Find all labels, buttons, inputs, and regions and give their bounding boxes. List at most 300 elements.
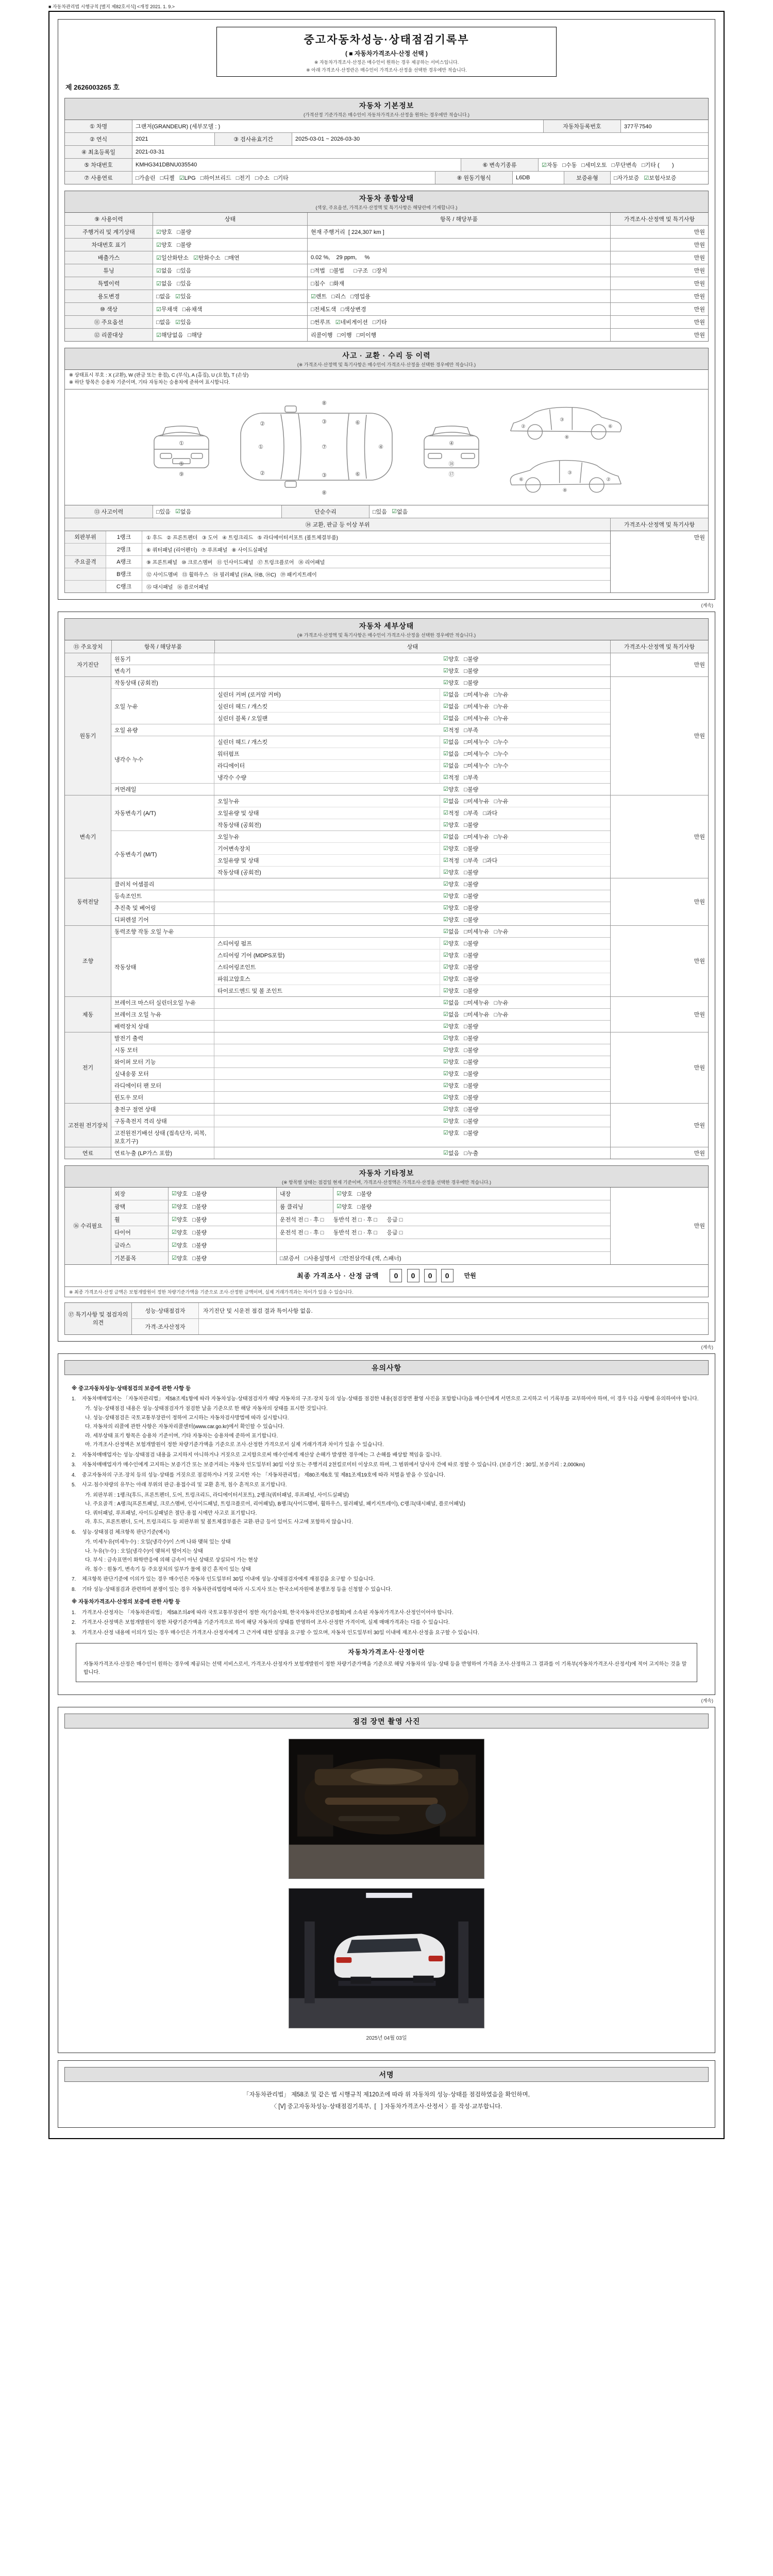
- detail-sub-row: [214, 831, 610, 842]
- svg-text:⑧: ⑧: [322, 400, 327, 406]
- detail-sub-name: [214, 1104, 440, 1115]
- panel-items-cell: ⑮ 대시패널 ⑯ 플로어패널: [146, 584, 209, 590]
- detail-sub-name: [214, 1044, 440, 1056]
- exchange-price-header: 가격조사·산정액 및 특기사항: [610, 518, 708, 531]
- inspection-photos: [64, 1728, 709, 2032]
- overall-condition-note: (색상, 주요옵션, 가격조사·산정액 및 특기사항은 해당란에 기재합니다.): [315, 205, 458, 210]
- detail-sub-row: [214, 1044, 610, 1056]
- basic-info-note: (가격산정 기준가격은 매수인이 자동차가격조사·산정을 원하는 경우에만 적습니다.): [303, 112, 470, 117]
- signature-line-2: 〈 [V] 중고자동차성능·상태점검기록부, [ ] 자동차가격조사·산정서 〉를 작성·교부합니다.: [271, 2104, 502, 2110]
- registration-number-label: 자동차등록번호: [543, 120, 620, 132]
- detail-part-name: 연료누출 (LP가스 포함): [111, 1147, 214, 1159]
- misc-item-b-status: ☑ 양호 □불량: [333, 1188, 610, 1200]
- detail-sub-row: [214, 997, 610, 1008]
- detail-part-row: [111, 1079, 610, 1091]
- car-diagram-top-view: [231, 398, 401, 496]
- notice-item: [72, 1575, 701, 1584]
- detail-group: [65, 878, 708, 925]
- detail-sub-status: ☑ 없음 □미세누유 □누유: [443, 798, 509, 805]
- definition-title: 자동차가격조사·산정이란: [348, 1649, 425, 1656]
- detail-sub-row: [214, 1147, 610, 1159]
- detail-sub-rows: [214, 1127, 610, 1147]
- notice-item-number: 4.: [72, 1472, 76, 1478]
- detail-sub-row: [214, 1115, 610, 1127]
- detail-group-price: 만원: [610, 1104, 708, 1147]
- title-note-1: ※ 자동차가격조사·산정은 매수인이 원하는 경우 제공하는 서비스입니다.: [314, 60, 459, 65]
- detail-group: [65, 795, 708, 878]
- condition-price-cell: 만원: [610, 226, 708, 238]
- panel-items-cell: ⑫ 사이드멤버 ⑬ 휠하우스 ⑭ 필러패널 (⑭A, ⑭B, ⑭C) ⑲ 패키지트레이: [146, 572, 317, 578]
- panel-rank-row: [65, 543, 610, 555]
- engine-type-label: ⑧ 원동기형식: [435, 172, 512, 184]
- regulation-reference: ■ 자동차관리법 시행규칙 [별지 제82호서식] <개정 2021. 1. 9.>: [48, 4, 175, 9]
- detail-condition-band: [64, 618, 709, 640]
- panel-rank-row: [65, 568, 610, 580]
- detail-sub-name: [214, 902, 440, 913]
- overall-condition-title: 자동차 종합상태: [359, 194, 414, 202]
- underbody-photo: [289, 1739, 484, 1879]
- status-header: 상태: [153, 213, 307, 225]
- condition-status-cell: ☑ 양호 □불량: [153, 226, 307, 238]
- notice-sub-item: 다. 쿼터패널, 루프패널, 사이드실패널은 절단·용접 시에만 사고로 표기합니다.: [85, 1510, 257, 1516]
- detail-sub-status: ☑ 없음 □미세누수 □누수: [443, 762, 509, 769]
- panel-rank-price-cell: 만원: [610, 531, 708, 592]
- detail-sub-name: [214, 1056, 440, 1067]
- notice-sub-item: 마. 가격조사·산정액은 보험개발원이 정한 차량기준가액을 기준으로 조사·산정한 가격으로서 실제 거래가격과 차이가 있을 수 있습니다.: [85, 1442, 384, 1448]
- condition-price-cell: 만원: [610, 303, 708, 315]
- detail-part-row: [111, 831, 610, 878]
- detail-group-price: 만원: [610, 1147, 708, 1159]
- detail-sub-row: [214, 1080, 610, 1091]
- detail-sub-status: ☑ 적정 □부족 □과다: [443, 857, 498, 864]
- detail-group-name: 전기: [65, 1032, 111, 1103]
- detail-group-price: 만원: [610, 878, 708, 925]
- detail-sub-rows: [214, 689, 610, 724]
- misc-item-b-status: □보증서 □사용설명서 □안전삼각대 (잭, 스패너): [276, 1252, 610, 1264]
- detail-sub-name: 기어변속장치: [214, 843, 440, 854]
- detail-sub-rows: [214, 677, 610, 688]
- svg-text:⑥: ⑥: [355, 419, 360, 426]
- panel-rank-table: [64, 531, 709, 593]
- notice-item-number: 6.: [72, 1529, 76, 1535]
- detail-sub-name: 스티어링조인트: [214, 961, 440, 973]
- detail-status-header: 상태: [214, 640, 610, 653]
- condition-status-cell: □없음 ☑ 있음: [153, 290, 307, 302]
- car-name-value: 그랜저(GRANDEUR) (세부모델 : ): [132, 120, 543, 132]
- detail-sub-rows: [214, 1032, 610, 1044]
- detail-part-name: 수동변속기 (M/T): [111, 831, 214, 878]
- title-note-2: ※ 아래 가격조사·산정란은 매수인이 가격조사·산정을 선택한 경우에만 적습니다.: [306, 67, 467, 73]
- condition-price-cell: 만원: [610, 239, 708, 251]
- notice-item-text: 가격조사·산정액은 보험개발원이 정한 차량기준가액을 기준가격으로 하여 해당 자동차의 상태를 반영하여 조사·산정한 가격이며, 실제 매매가격과는 다를 수 있습니다.: [82, 1620, 450, 1626]
- svg-text:①: ①: [179, 440, 184, 447]
- panel-rank-row: [65, 531, 610, 543]
- svg-text:③: ③: [322, 418, 327, 425]
- detail-sub-row: [214, 784, 610, 795]
- svg-text:④: ④: [449, 440, 454, 447]
- detail-part-row: [111, 878, 610, 890]
- detail-condition-title: 자동차 세부상태: [359, 621, 414, 630]
- inspection-period-label: ③ 검사유효기간: [214, 133, 292, 145]
- accident-legend-line2: ※ 하단 항목은 승용차 기준이며, 기타 자동차는 승용차에 준하여 표시합니다.: [69, 380, 230, 386]
- detail-sub-status: ☑ 없음 □미세누수 □누수: [443, 751, 509, 757]
- detail-sub-row: [214, 961, 610, 973]
- detail-part-name: 구동축전지 격리 상태: [111, 1115, 214, 1127]
- detail-group: [65, 1032, 708, 1103]
- detail-part-row: [111, 937, 610, 996]
- detail-sub-name: [214, 890, 440, 902]
- notice-item-text: 사고·침수차량의 유무는 아래 부위의 판금·용접수리 및 교환 흔적, 침수 흔적으로 표기합니다.: [82, 1482, 287, 1488]
- condition-extra-cell: □썬루프 ☑ 네비게이션 □기타: [307, 316, 610, 328]
- svg-text:②: ②: [260, 470, 265, 477]
- panel-items-cell: ① 후드 ② 프론트펜더 ③ 도어 ④ 트렁크리드 ⑤ 라디에이터서포트 (볼트체결부품): [146, 535, 338, 541]
- detail-sub-row: [214, 653, 610, 665]
- panel-rank-cell: 1랭크: [106, 531, 142, 543]
- detail-sub-rows: [214, 938, 610, 996]
- opinion-row: [132, 1303, 708, 1318]
- notice-item-number: 2.: [72, 1620, 76, 1626]
- fuel-value: □가솔린 □디젤 ☑ LPG □하이브리드 □전기 □수소 □기타: [132, 172, 435, 184]
- misc-row: [111, 1239, 610, 1251]
- misc-row: [111, 1188, 610, 1200]
- misc-item-a-label: 광택: [111, 1200, 168, 1213]
- panel-group-cell: [65, 581, 106, 592]
- detail-group-body: [111, 878, 610, 925]
- detail-group: [65, 1147, 708, 1159]
- detail-sub-name: [214, 997, 440, 1008]
- notice-sub-item: 라. 침수 : 원동기, 변속기 등 주요장치의 일부가 물에 잠긴 흔적이 있는 상태: [85, 1566, 251, 1572]
- opinion-author-label: 가격·조사산정자: [132, 1319, 199, 1334]
- detail-sub-status: ☑ 양호 □불량: [443, 952, 479, 959]
- condition-price-cell: 만원: [610, 264, 708, 277]
- notice-sub-item: 라. 후드, 프론트펜더, 도어, 트렁크리드 등 외판부위 및 볼트체결부품은 교환·판금 등이 있어도 사고에 포함하지 않습니다.: [85, 1519, 353, 1526]
- detail-group-name: 동력전달: [65, 878, 111, 925]
- detail-part-name: 윈도우 모터: [111, 1092, 214, 1103]
- notice-item-number: 3.: [72, 1462, 76, 1468]
- detail-sub-name: 오일누유: [214, 831, 440, 842]
- panel-group-cell: [65, 544, 106, 555]
- misc-row: [111, 1251, 610, 1264]
- condition-price-cell: 만원: [610, 251, 708, 264]
- overall-condition-row: [65, 290, 708, 302]
- detail-part-name: 와이퍼 모터 기능: [111, 1056, 214, 1067]
- detail-group: [65, 925, 708, 996]
- notice-item-text: 중고자동차의 구조·장치 등의 성능·상태를 거짓으로 점검하거나 거짓 고지한 자는 「자동차관리법」 제80조제6호 및 제81조제19호에 따라 처벌을 받을 수 있습니다.: [82, 1472, 445, 1478]
- misc-item-b-status: 운전석 전 □ · 후 □ 동반석 전 □ · 후 □ 응급 □: [276, 1226, 610, 1239]
- condition-price-cell: 만원: [610, 277, 708, 290]
- detail-sub-status: ☑ 양호 □불량: [443, 1035, 479, 1042]
- detail-sub-row: [214, 985, 610, 996]
- detail-sub-name: 라디에이터: [214, 760, 440, 771]
- svg-text:⑥: ⑥: [355, 471, 360, 478]
- detail-sub-row: [214, 807, 610, 819]
- photos-title: 점검 장면 촬영 사진: [352, 1717, 421, 1726]
- usage-history-header: ⑨ 사용이력: [65, 213, 153, 225]
- detail-sub-row: [214, 1127, 610, 1139]
- detail-part-row: [111, 913, 610, 925]
- detail-sub-name: [214, 1127, 440, 1139]
- document-frame: [48, 11, 725, 2139]
- detail-sub-status: ☑ 없음 □누출: [443, 1150, 479, 1157]
- misc-item-b-status: [276, 1239, 610, 1251]
- notices-subtitle-1: ※ 중고자동차성능·상태점검의 보증에 관한 사항 등: [72, 1385, 191, 1392]
- detail-sub-rows: [214, 1147, 610, 1159]
- detail-sub-name: [214, 1080, 440, 1091]
- opinion-text: [199, 1319, 708, 1334]
- detail-sub-rows: [214, 914, 610, 925]
- svg-text:④: ④: [378, 444, 383, 450]
- detail-sub-rows: [214, 1009, 610, 1020]
- car-diagram-left-side-view: [501, 396, 630, 445]
- detail-sub-rows: [214, 1056, 610, 1067]
- detail-part-name: 추진축 및 베어링: [111, 902, 214, 913]
- detail-part-row: [111, 783, 610, 795]
- signature-band: [64, 2067, 709, 2082]
- condition-item-label: 주행거리 및 계기상태: [65, 226, 153, 238]
- detail-sub-name: 파워고압호스: [214, 973, 440, 985]
- price-appraisal-definition-box: [76, 1643, 697, 1682]
- condition-item-label: ⑪ 주요옵션: [65, 316, 153, 328]
- condition-status-cell: □없음 ☑ 있음: [153, 316, 307, 328]
- notice-item-text: 가격조사·산정 내용에 이의가 있는 경우 매수인은 가격조사·산정자에게 그 근거에 대한 설명을 요구할 수 있으며, 자동차 인도일부터 30일 이내에 재조사·산정을 요구할 수 있습니다.: [82, 1630, 479, 1636]
- overall-condition-row: [65, 264, 708, 277]
- detail-sub-name: [214, 878, 440, 890]
- price-header: 가격조사·산정액 및 특기사항: [610, 213, 708, 225]
- notice-item: [72, 1619, 701, 1627]
- accident-history-table: [64, 505, 709, 531]
- detail-sub-status: ☑ 적정 □부족 □과다: [443, 810, 498, 817]
- misc-item-b-label: 룸 클리닝: [276, 1200, 333, 1213]
- detail-part-row: [111, 926, 610, 937]
- condition-extra-cell: 0.02 %, 29 ppm, %: [307, 251, 610, 264]
- notice-sub-item: 가. 성능·상태점검 내용은 성능·상태점검자가 점검한 날을 기준으로 한 해당 자동차의 상태를 표시한 것입니다.: [85, 1406, 328, 1412]
- detail-part-row: [111, 736, 610, 783]
- panel-group-cell: 주요골격: [65, 556, 106, 568]
- svg-text:③: ③: [567, 469, 572, 476]
- exchange-panel-header: ⑭ 교환, 판금 등 이상 부위: [65, 518, 610, 531]
- detail-sub-name: [214, 1147, 440, 1159]
- detail-sub-name: 오일유량 및 상태: [214, 855, 440, 866]
- detail-group-name: 변속기: [65, 795, 111, 878]
- misc-item-a-label: 타이어: [111, 1226, 168, 1239]
- detail-sub-status: ☑ 양호 □불량: [443, 905, 479, 911]
- detail-group-name: 연료: [65, 1147, 111, 1159]
- detail-sub-status: ☑ 없음 □미세누수 □누수: [443, 739, 509, 745]
- svg-text:⑤: ⑤: [179, 461, 184, 467]
- detail-sub-status: ☑ 양호 □불량: [443, 1106, 479, 1113]
- panel-rank-cell: C랭크: [106, 581, 142, 592]
- svg-text:②: ②: [606, 477, 611, 483]
- detail-sub-name: [214, 665, 440, 676]
- detail-sub-status: ☑ 양호 □불량: [443, 988, 479, 994]
- detail-sub-name: [214, 1021, 440, 1032]
- detail-sub-status: ☑ 없음 □미세누유 □누유: [443, 703, 509, 710]
- final-price-label: 최종 가격조사 · 산정 금액: [297, 1272, 379, 1280]
- detail-sub-row: [214, 902, 610, 913]
- car-name-label: ① 차명: [65, 120, 132, 132]
- misc-item-a-status: ☑ 양호 □불량: [168, 1239, 276, 1251]
- detail-sub-row: [214, 842, 610, 854]
- accident-history-label: ⑬ 사고이력: [65, 505, 153, 518]
- detail-sub-name: [214, 724, 440, 736]
- detail-sub-name: [214, 1115, 440, 1127]
- model-year-value: 2021: [132, 133, 214, 145]
- accident-history-title: 사고 · 교환 · 수리 등 이력: [342, 351, 431, 360]
- accident-legend-line1: ※ 상태표시 부호 : X (교환), W (판금 또는 용접), C (부식), A (흠집), U (요철), T (손상): [69, 372, 249, 378]
- accident-history-note: (※ 가격조사·산정액 및 특기사항은 매수인이 가격조사·산정을 선택한 경우에만 적습니다.): [297, 362, 476, 367]
- detail-sub-row: [214, 1021, 610, 1032]
- vin-value: KMHG341DBNU035540: [132, 159, 461, 171]
- panel-group-cell: [65, 568, 106, 580]
- detail-sub-name: [214, 1092, 440, 1103]
- detail-group-body: [111, 926, 610, 996]
- overall-condition-row: [65, 302, 708, 315]
- opinion-author-label: 성능·상태점검자: [132, 1303, 199, 1318]
- detail-sub-row: [214, 1092, 610, 1103]
- transmission-value: ☑ 자동 □수동 □세미오토 □무단변속 □기타 ( ): [538, 159, 708, 171]
- detail-part-name: 동력조향 작동 오일 누유: [111, 926, 214, 937]
- detail-sub-row: [214, 854, 610, 866]
- inspector-opinion-table: [64, 1302, 709, 1335]
- misc-info-band: [64, 1165, 709, 1188]
- detail-sub-rows: [214, 1068, 610, 1079]
- part-header: 항목 / 해당부품: [111, 640, 214, 653]
- detail-sub-status: ☑ 양호 □불량: [443, 1118, 479, 1125]
- condition-extra-cell: □적법 □불법 □구조 □장치: [307, 264, 610, 277]
- misc-item-a-status: ☑ 양호 □불량: [168, 1188, 276, 1200]
- detail-group-body: [111, 997, 610, 1032]
- simple-repair-value: □있음 ☑ 없음: [369, 505, 708, 518]
- detail-sub-rows: [214, 1104, 610, 1115]
- condition-status-cell: ☑ 없음 □있음: [153, 264, 307, 277]
- detail-part-name: 변속기: [111, 665, 214, 676]
- detail-sub-rows: [214, 890, 610, 902]
- detail-group-price: 만원: [610, 926, 708, 996]
- condition-extra-cell: □전체도색 □색상변경: [307, 303, 610, 315]
- notice-item: [72, 1461, 701, 1469]
- overall-condition-row: [65, 277, 708, 290]
- detail-sub-status: ☑ 양호 □불량: [443, 786, 479, 793]
- final-price-note: ※ 최종 가격조사·산정 금액은 보험개발원이 정한 차량기준가액을 기준으로 조사·산정한 금액이며, 실제 거래가격과는 차이가 있을 수 있습니다.: [64, 1287, 709, 1297]
- detail-sub-rows: [214, 653, 610, 665]
- accident-legend: [64, 370, 709, 389]
- basic-info-table: [64, 120, 709, 184]
- detail-sub-status: ☑ 양호 □불량: [443, 680, 479, 686]
- detail-sub-row: [214, 878, 610, 890]
- continue-note-3: (계속): [701, 1698, 713, 1704]
- notice-item-number: 5.: [72, 1482, 76, 1488]
- notice-item-text: 가격조사·산정자는 「자동차관리법」 제58조의4에 따라 국토교통부장관이 정한 자(기술사회, 한국자동차진단보증협회)에 소속된 자동차가격조사·산정인이어야 합니다.: [82, 1609, 453, 1616]
- condition-item-label: 튜닝: [65, 264, 153, 277]
- detail-sub-status: ☑ 양호 □불량: [443, 881, 479, 888]
- svg-text:⑱: ⑱: [448, 461, 455, 467]
- misc-price-cell: 만원: [610, 1188, 708, 1264]
- overall-condition-row: [65, 251, 708, 264]
- panel-items-cell: ⑥ 쿼터패널 (리어펜더) ⑦ 루프패널 ⑧ 사이드실패널: [146, 547, 268, 553]
- detail-sub-status: ☑ 적정 □부족: [443, 774, 479, 781]
- detail-part-row: [111, 1020, 610, 1032]
- detail-sub-status: ☑ 양호 □불량: [443, 964, 479, 971]
- detail-part-row: [111, 795, 610, 831]
- detail-sub-status: ☑ 양호 □불량: [443, 893, 479, 900]
- detail-group: [65, 996, 708, 1032]
- registration-number-value: 377무7540: [620, 120, 708, 132]
- detail-condition-table: [64, 640, 709, 1159]
- detail-part-row: [111, 1104, 610, 1115]
- detail-group-price: 만원: [610, 997, 708, 1032]
- misc-item-b-label: 내장: [276, 1188, 333, 1200]
- detail-part-name: 라디에이터 팬 모터: [111, 1080, 214, 1091]
- detail-part-row: [111, 1067, 610, 1079]
- detail-sub-name: 실린더 블록 / 오일팬: [214, 713, 440, 724]
- detail-part-row: [111, 677, 610, 688]
- detail-sub-row: [214, 1068, 610, 1079]
- detail-sub-status: ☑ 양호 □불량: [443, 822, 479, 828]
- detail-sub-status: ☑ 양호 □불량: [443, 1059, 479, 1065]
- detail-sub-name: 냉각수 수량: [214, 772, 440, 783]
- detail-sub-name: 스티어링 기어 (MDPS포함): [214, 950, 440, 961]
- detail-part-name: 커먼레일: [111, 784, 214, 795]
- section-box-main: [58, 19, 715, 600]
- notices-title: 유의사항: [371, 1363, 402, 1372]
- panel-rank-cell: B랭크: [106, 568, 142, 580]
- detail-part-name: 오일 유량: [111, 724, 214, 736]
- svg-text:⑰: ⑰: [448, 471, 455, 478]
- notice-item-number: 8.: [72, 1586, 76, 1592]
- detail-part-name: 작동상태 (공회전): [111, 677, 214, 688]
- detail-sub-name: [214, 784, 440, 795]
- detail-sub-rows: [214, 1021, 610, 1032]
- panel-group-cell: 외판부위: [65, 531, 106, 543]
- svg-text:⑧: ⑧: [562, 487, 567, 494]
- condition-extra-cell: 리콜이행 □이행 □미이행: [307, 329, 610, 341]
- detail-sub-status: ☑ 양호 □불량: [443, 1047, 479, 1054]
- detail-part-row: [111, 653, 610, 665]
- notice-item: [72, 1529, 701, 1537]
- misc-item-a-label: 휠: [111, 1213, 168, 1226]
- first-registration-value: 2021-03-31: [132, 146, 708, 158]
- detail-part-name: 브레이크 오일 누유: [111, 1009, 214, 1020]
- condition-item-label: ⑩ 색상: [65, 303, 153, 315]
- car-diagram-rear-view: [413, 413, 490, 480]
- condition-extra-cell: □침수 □화재: [307, 277, 610, 290]
- notice-sub-item: 나. 성능·상태점검은 국토교통부장관이 정하여 고시하는 자동차검사방법에 따라 실시합니다.: [85, 1415, 289, 1421]
- final-price-digits: [388, 1269, 455, 1282]
- detail-group: [65, 676, 708, 795]
- detail-group-body: [111, 1147, 610, 1159]
- detail-sub-status: ☑ 없음 □미세누유 □누유: [443, 928, 509, 935]
- detail-part-name: 배력장치 상태: [111, 1021, 214, 1032]
- condition-item-label: 차대번호 표기: [65, 239, 153, 251]
- detail-sub-status: ☑ 양호 □불량: [443, 845, 479, 852]
- detail-sub-row: [214, 949, 610, 961]
- detail-sub-name: 작동상태 (공회전): [214, 867, 440, 878]
- notice-sub-item: 나. 누유(누수) : 오일(냉각수)이 맺혀서 떨어지는 상태: [85, 1548, 203, 1554]
- inspection-period-value: 2025-03-01 ~ 2026-03-30: [292, 133, 708, 145]
- continue-note-1: (계속): [701, 602, 713, 608]
- notice-item-text: 자동차매매업자는 성능·상태점검 내용을 고지하지 아니하거나 거짓으로 고지함으로써 매수인에게 재산상 손해가 발생한 경우에는 그 손해를 배상할 책임을 집니다.: [82, 1452, 442, 1458]
- detail-sub-status: ☑ 양호 □불량: [443, 656, 479, 663]
- section-box-photos: [58, 1707, 715, 2053]
- detail-sub-rows: [214, 724, 610, 736]
- detail-part-name: 발전기 출력: [111, 1032, 214, 1044]
- document-subtitle: ( ■ 자동차가격조사·산정 선택 ): [345, 50, 428, 57]
- detail-group-name: 자기진단: [65, 653, 111, 676]
- detail-sub-status: ☑ 없음 □미세누유 □누유: [443, 834, 509, 840]
- notice-item: [72, 1481, 701, 1489]
- notice-item-number: 2.: [72, 1452, 76, 1458]
- accident-history-band: [64, 348, 709, 370]
